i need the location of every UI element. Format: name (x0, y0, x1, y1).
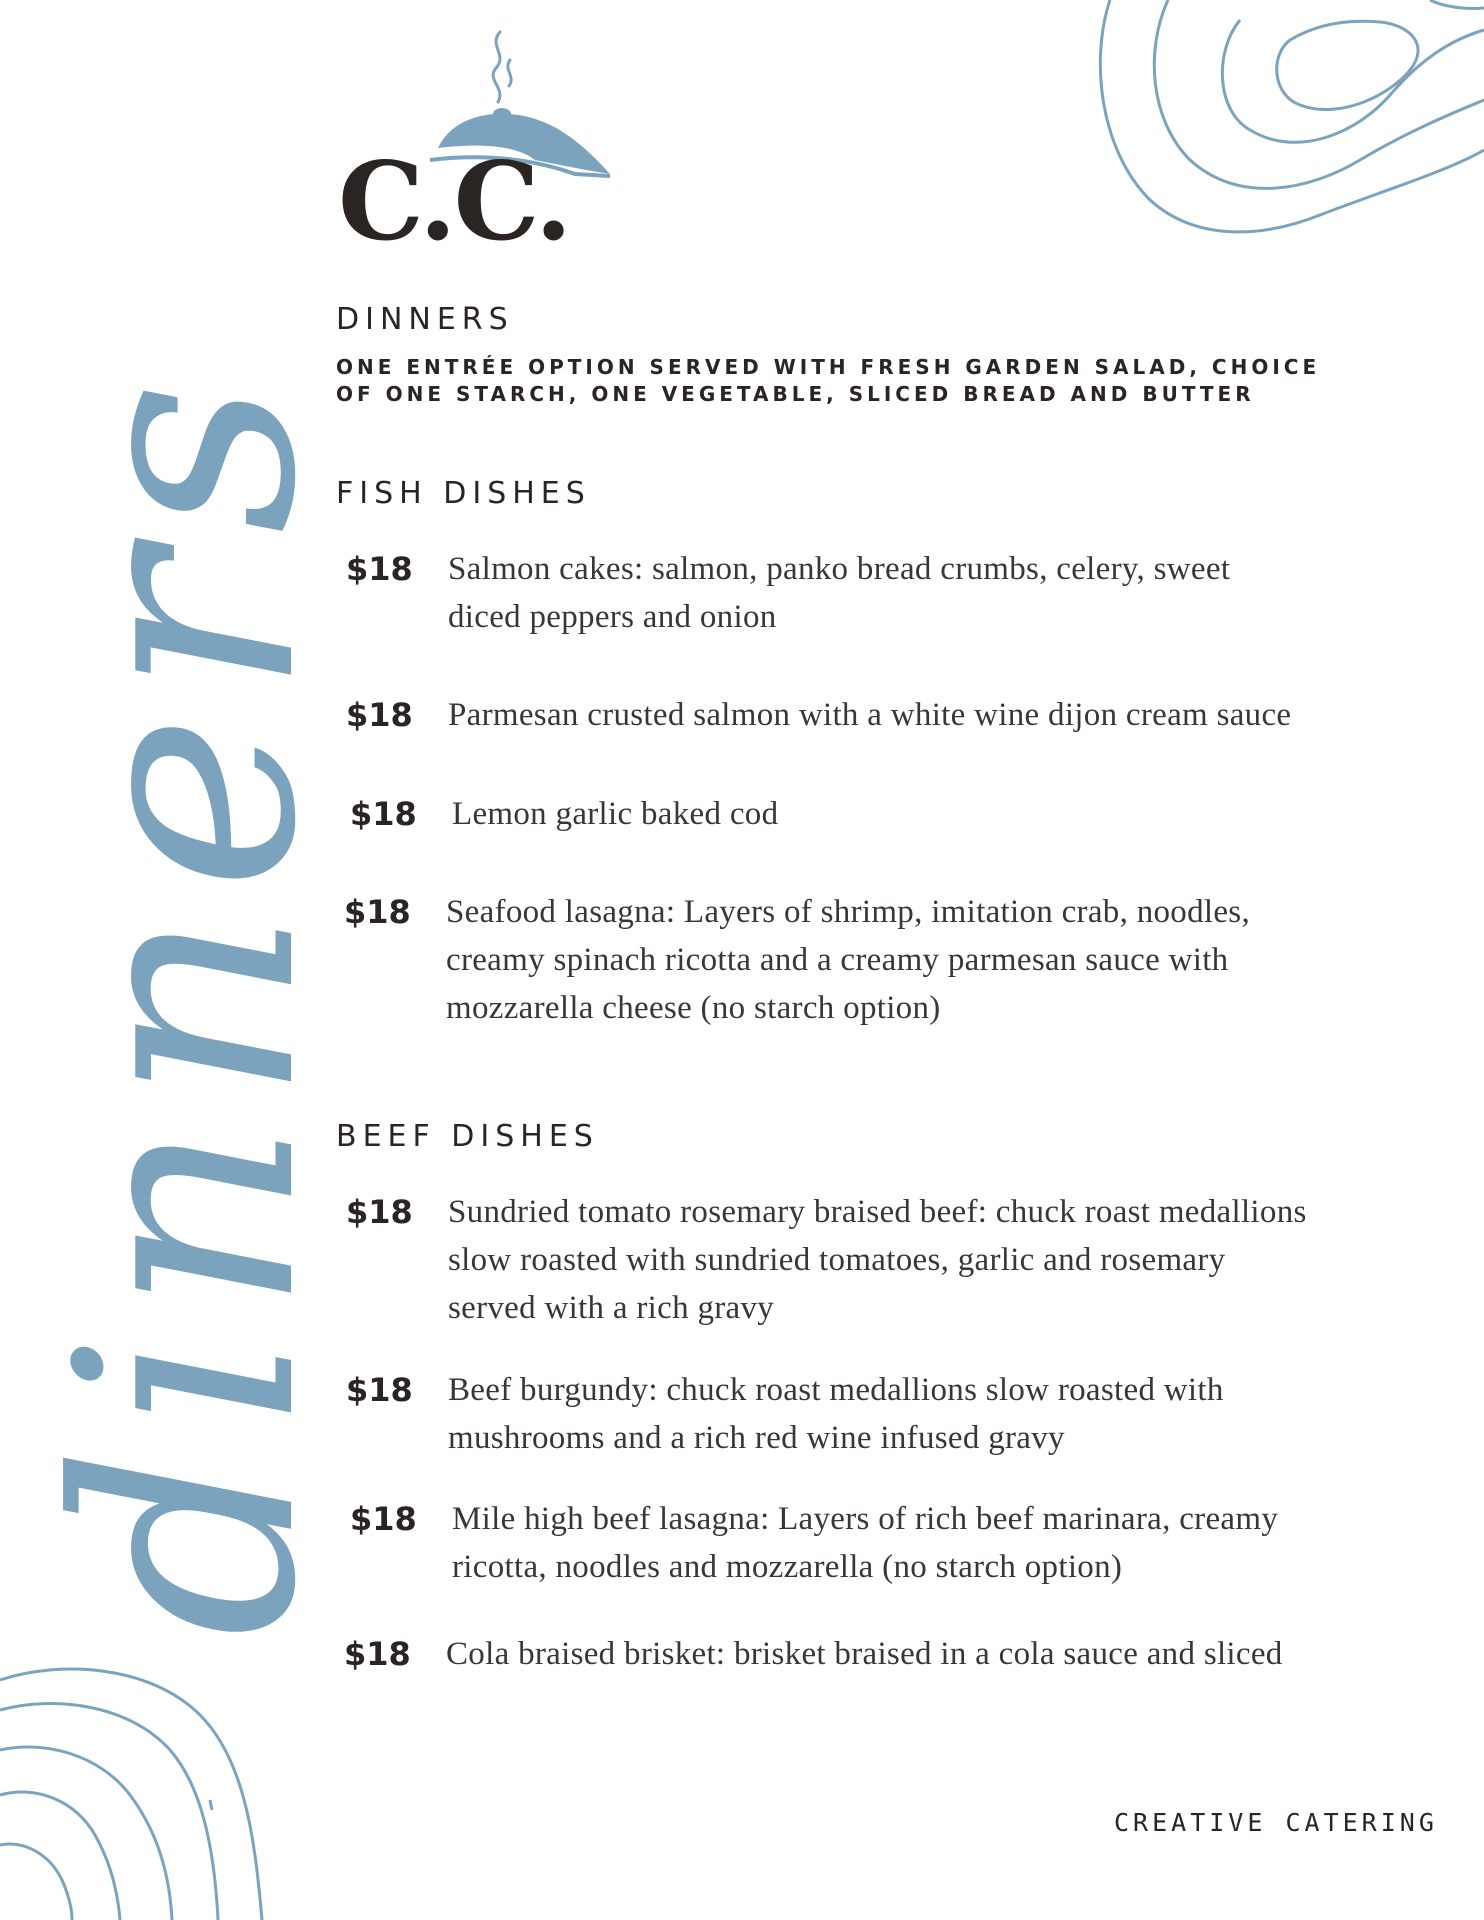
item-description (448, 1188, 1307, 1332)
menu-item (344, 1630, 1444, 1678)
price: $18 (344, 1635, 411, 1673)
menu-item (346, 545, 1446, 641)
price: $18 (350, 1500, 417, 1538)
desc-line: Beef burgundy: chuck roast medallions slow roasted with (448, 1372, 1224, 1408)
item-description (448, 1366, 1224, 1462)
item-description (448, 691, 1291, 739)
price: $18 (346, 696, 413, 734)
item-description (448, 545, 1230, 641)
item-description (452, 790, 778, 838)
price: $18 (346, 1193, 413, 1231)
logo (330, 30, 620, 265)
item-description (446, 1630, 1283, 1678)
menu-item (346, 1188, 1446, 1332)
desc-line: slow roasted with sundried tomatoes, garlic and rosemary (448, 1242, 1226, 1278)
intro-text (336, 354, 1396, 408)
page-title: DINNERS (336, 302, 514, 337)
intro-line: OF ONE STARCH, ONE VEGETABLE, SLICED BREAD AND BUTTER (336, 382, 1255, 406)
desc-line: Parmesan crusted salmon with a white wine dijon cream sauce (448, 697, 1292, 733)
desc-line: ricotta, noodles and mozzarella (no starch option) (452, 1549, 1123, 1585)
price: $18 (346, 1371, 413, 1409)
section-heading-beef: BEEF DISHES (336, 1119, 599, 1154)
desc-line: Salmon cakes: salmon, panko bread crumbs, celery, sweet (448, 551, 1231, 587)
desc-line: Mile high beef lasagna: Layers of rich beef marinara, creamy (452, 1501, 1279, 1537)
price: $18 (350, 795, 417, 833)
menu-item (350, 790, 1450, 838)
menu-item (350, 1495, 1450, 1591)
menu-item (346, 691, 1446, 739)
item-description (446, 888, 1250, 1032)
intro-line: ONE ENTRÉE OPTION SERVED WITH FRESH GARDEN SALAD, CHOICE (336, 355, 1321, 379)
item-description (452, 1495, 1278, 1591)
desc-line: Seafood lasagna: Layers of shrimp, imitation crab, noodles, (446, 894, 1250, 930)
script-title: dinners (13, 362, 362, 1638)
topographic-lines-top-right (1090, 0, 1484, 240)
desc-line: mushrooms and a rich red wine infused gravy (448, 1420, 1065, 1456)
section-heading-fish: FISH DISHES (336, 476, 591, 511)
desc-line: Sundried tomato rosemary braised beef: chuck roast medallions (448, 1194, 1307, 1230)
price: $18 (344, 893, 411, 931)
desc-line: diced peppers and onion (448, 599, 777, 635)
logo-monogram: C.C. (338, 139, 570, 265)
desc-line: creamy spinach ricotta and a creamy parmesan sauce with (446, 942, 1229, 978)
price: $18 (346, 550, 413, 588)
desc-line: Lemon garlic baked cod (452, 796, 779, 832)
menu-item (344, 888, 1444, 1032)
desc-line: Cola braised brisket: brisket braised in a cola sauce and sliced (446, 1636, 1283, 1672)
footer-brand: CREATIVE CATERING (1114, 1808, 1438, 1837)
desc-line: mozzarella cheese (no starch option) (446, 990, 941, 1026)
topographic-lines-bottom-left (0, 1660, 270, 1920)
desc-line: served with a rich gravy (448, 1290, 775, 1326)
menu-item (346, 1366, 1446, 1462)
